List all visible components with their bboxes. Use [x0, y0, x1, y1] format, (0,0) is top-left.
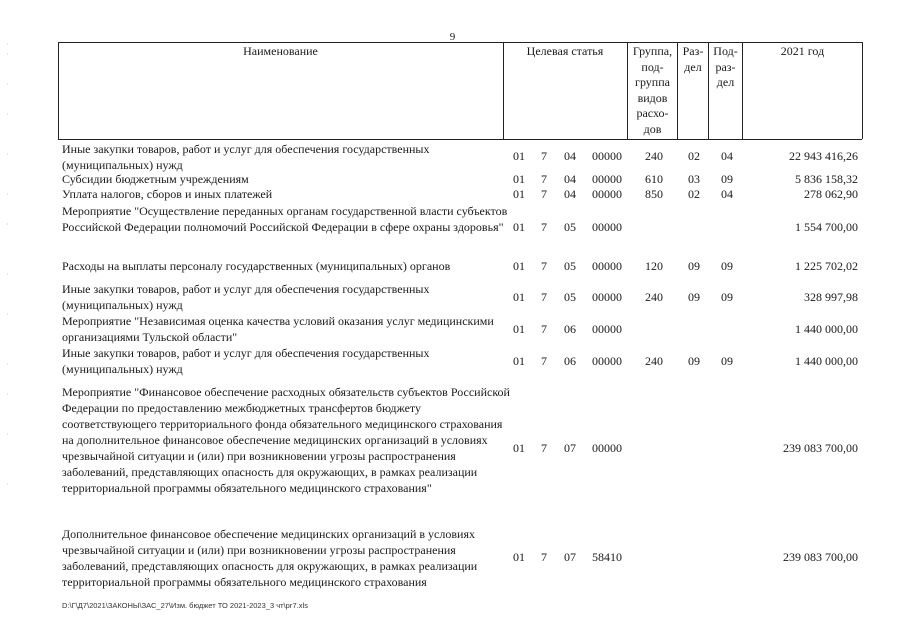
code-program: 01 — [513, 322, 525, 336]
code-subprogram: 7 — [541, 172, 547, 186]
subsection: 04 — [721, 149, 733, 163]
header-subsection — [709, 44, 742, 91]
section: 02 — [688, 187, 700, 201]
section: 09 — [688, 259, 700, 273]
expense-group: 850 — [645, 187, 663, 201]
section: 02 — [688, 149, 700, 163]
code-subprogram: 7 — [541, 441, 547, 455]
section: 03 — [688, 172, 700, 186]
header-line: дел — [684, 59, 702, 74]
code-direction: 00000 — [592, 441, 622, 455]
expense-group: 610 — [645, 172, 663, 186]
header-line: дов — [643, 121, 662, 136]
expense-group: 240 — [645, 290, 663, 304]
expense-group: 120 — [645, 259, 663, 273]
code-direction: 00000 — [592, 172, 622, 186]
code-direction: 00000 — [592, 220, 622, 234]
header-line: Группа, — [632, 44, 673, 58]
code-event: 05 — [564, 259, 576, 273]
row-name: Мероприятие "Финансовое обеспечение расходных обязательств субъектов Российской Федерации по предоставлению межбюджетных трансфертов бюджету соответствующего территориального фонда обязательного медицинского страхования на дополнительное финансовое обеспечение медицинских организаций в условиях чрезвычайной ситуации и (или) при возникновении угрозы распространения заболеваний, представляющих опасность для окружающих, в рамках реализации территориальной программы обязательного медицинского страхования" — [62, 385, 510, 495]
row-name: Мероприятие "Осуществление переданных органам государственной власти субъектов Российской Федерации полномочий Российской Федерации в сфере охраны здоровья" — [62, 204, 508, 234]
row-name: Расходы на выплаты персоналу государственных (муниципальных) органов — [62, 259, 451, 273]
subsection: 04 — [721, 187, 733, 201]
amount: 239 083 700,00 — [783, 550, 858, 564]
amount: 1 554 700,00 — [795, 220, 858, 234]
section: 09 — [688, 290, 700, 304]
header-line: под- — [641, 59, 664, 74]
code-event: 06 — [564, 322, 576, 336]
header-line: дел — [716, 75, 735, 89]
code-direction: 58410 — [592, 550, 622, 564]
code-event: 06 — [564, 354, 576, 368]
header-line: Раз- — [682, 44, 704, 58]
code-event: 04 — [564, 172, 576, 186]
amount: 328 997,98 — [804, 290, 858, 304]
header-line: Под- — [713, 44, 738, 58]
header-name: Наименование — [243, 44, 318, 58]
code-program: 01 — [513, 172, 525, 186]
row-name: Иные закупки товаров, работ и услуг для обеспечения государственных (муниципальных) нужд — [62, 142, 430, 172]
row-name: Уплата налогов, сборов и иных платежей — [62, 187, 273, 201]
row-name: Мероприятие "Независимая оценка качества условий оказания услуг медицинскими организациями Тульской области" — [62, 314, 494, 344]
code-subprogram: 7 — [541, 259, 547, 273]
subsection: 09 — [721, 290, 733, 304]
row-name: Иные закупки товаров, работ и услуг для обеспечения государственных (муниципальных) нужд — [62, 282, 430, 312]
code-event: 04 — [564, 187, 576, 201]
subsection: 09 — [721, 259, 733, 273]
amount: 1 440 000,00 — [795, 322, 858, 336]
code-direction: 00000 — [592, 149, 622, 163]
code-subprogram: 7 — [541, 322, 547, 336]
header-line: расхо- — [636, 106, 669, 120]
code-subprogram: 7 — [541, 354, 547, 368]
header-line: раз- — [715, 59, 736, 74]
row-name: Субсидии бюджетным учреждениям — [62, 172, 249, 186]
expense-group: 240 — [645, 149, 663, 163]
header-bottom-border — [58, 139, 862, 140]
code-program: 01 — [513, 441, 525, 455]
row-name: Дополнительное финансовое обеспечение медицинских организаций в условиях чрезвычайной ситуации и (или) при возникновении угрозы распространения заболеваний, представляющих опасность для окружающих, в рамках реализации территориальной программы обязательного медицинского страхования — [62, 527, 478, 589]
code-subprogram: 7 — [541, 220, 547, 234]
amount: 1 225 702,02 — [795, 259, 858, 273]
amount: 22 943 416,26 — [789, 149, 858, 163]
code-subprogram: 7 — [541, 187, 547, 201]
amount: 278 062,90 — [804, 187, 858, 201]
code-program: 01 — [513, 354, 525, 368]
code-event: 05 — [564, 290, 576, 304]
code-direction: 00000 — [592, 259, 622, 273]
code-direction: 00000 — [592, 290, 622, 304]
code-event: 07 — [564, 550, 576, 564]
amount: 239 083 700,00 — [783, 441, 858, 455]
scan-margin-marks: · · · · · · · · · · · · · — [6, 40, 9, 489]
code-program: 01 — [513, 220, 525, 234]
section: 09 — [688, 354, 700, 368]
code-direction: 00000 — [592, 354, 622, 368]
amount: 1 440 000,00 — [795, 354, 858, 368]
row-name: Иные закупки товаров, работ и услуг для обеспечения государственных (муниципальных) нужд — [62, 346, 430, 376]
code-program: 01 — [513, 187, 525, 201]
header-expense-group — [628, 44, 677, 137]
file-path-footer: D:\Г\Д7\2021\ЗАКОНЫ\ЗАС_27\Изм. бюджет ТО 2021-2023_3 чт\рг7.xls — [62, 601, 308, 610]
code-subprogram: 7 — [541, 149, 547, 163]
header-line: видов — [637, 90, 668, 105]
code-direction: 00000 — [592, 187, 622, 201]
code-program: 01 — [513, 149, 525, 163]
code-event: 05 — [564, 220, 576, 234]
header-section — [678, 44, 708, 75]
col-divider — [862, 42, 863, 139]
code-program: 01 — [513, 259, 525, 273]
code-program: 01 — [513, 550, 525, 564]
page-number: 9 — [449, 31, 456, 43]
header-target-article: Целевая статья — [526, 44, 604, 58]
expense-group: 240 — [645, 354, 663, 368]
code-direction: 00000 — [592, 322, 622, 336]
subsection: 09 — [721, 172, 733, 186]
header-line: группа — [635, 75, 670, 89]
code-subprogram: 7 — [541, 290, 547, 304]
subsection: 09 — [721, 354, 733, 368]
code-event: 07 — [564, 441, 576, 455]
amount: 5 836 158,32 — [795, 172, 858, 186]
code-event: 04 — [564, 149, 576, 163]
header-year: 2021 год — [780, 44, 825, 58]
code-subprogram: 7 — [541, 550, 547, 564]
code-program: 01 — [513, 290, 525, 304]
